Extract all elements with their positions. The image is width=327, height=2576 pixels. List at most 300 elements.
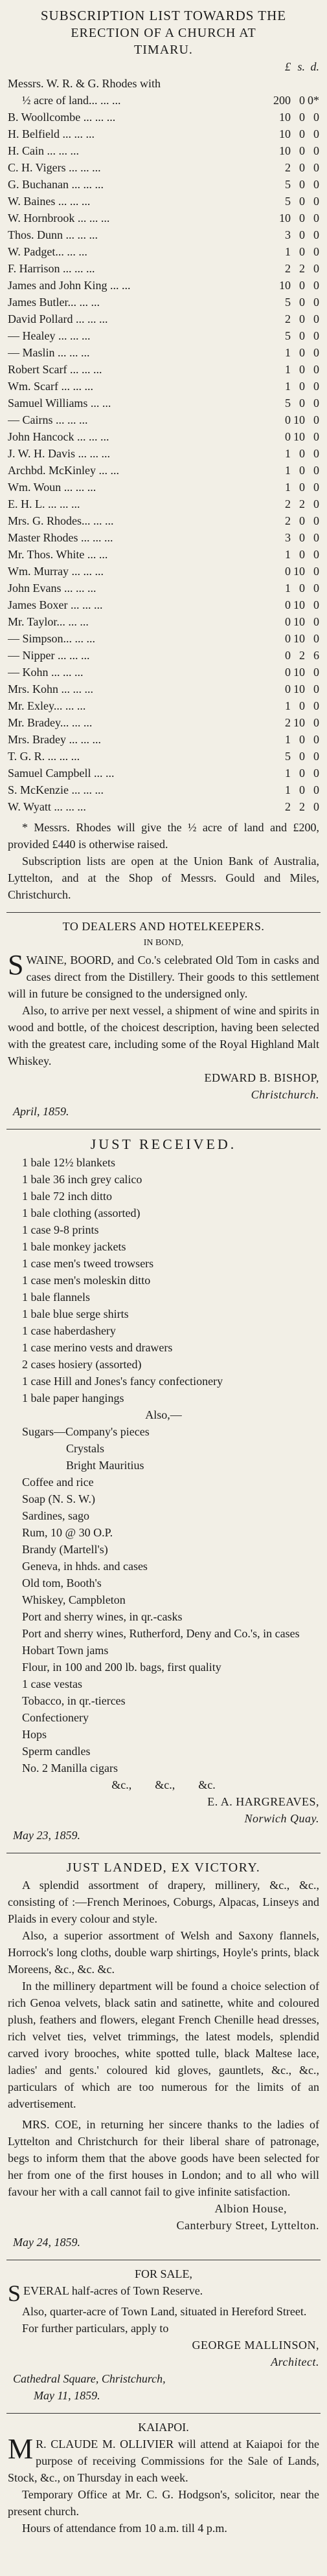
shillings-value: 0 (299, 329, 305, 342)
subscription-row (8, 479, 319, 496)
shillings-value: 2 (299, 262, 305, 275)
subscriber-name: — Nipper ... ... ... (8, 649, 90, 662)
pounds-header: £ (285, 60, 291, 73)
divider (6, 2413, 321, 2414)
pounds-value: 1 (285, 346, 291, 359)
pence-value: 0 (313, 481, 319, 494)
shillings-value: 0 (299, 346, 305, 359)
pence-value: 0 (313, 682, 319, 695)
pounds-value: 10 (279, 111, 291, 124)
dealers-subtitle: IN BOND, (143, 938, 184, 948)
list-item: 1 bale flannels (22, 1291, 90, 1304)
victory-advert (6, 1856, 321, 2257)
subscription-row (8, 344, 319, 361)
subscription-row (8, 311, 319, 327)
subscription-row (8, 596, 319, 613)
pounds-value: 10 (279, 279, 291, 292)
list-item: Sperm candles (22, 1745, 91, 1758)
pounds-value: 3 (285, 228, 291, 241)
pounds-value: 1 (285, 481, 291, 494)
shillings-value: 0 (299, 481, 305, 494)
pounds-value: 0 (285, 598, 291, 611)
pence-value: 6 (313, 649, 319, 662)
shillings-value: 0 (299, 245, 305, 258)
subscription-advert (6, 4, 321, 910)
received-advert (6, 1132, 321, 1850)
pounds-value: 1 (285, 783, 291, 796)
victory-para-4: MRS. COE, in returning her sincere thanks to the ladies of Lyttelton and Christchurch for their liberal share of patronage, begs to inform them that the above goods have been selected for her from one of the first houses in London; and to all who will favour her with a call cannot fail to give infinite satisfaction. (8, 2118, 319, 2198)
subscriber-name: James and John King ... ... (8, 279, 131, 292)
newspaper-column (6, 0, 321, 2543)
subscriber-name: David Pollard ... ... ... (8, 312, 108, 325)
subscription-title-1: SUBSCRIPTION LIST TOWARDS THE (40, 8, 287, 23)
list-item: Old tom, Booth's (22, 1577, 102, 1589)
subscriber-name: Messrs. W. R. & G. Rhodes with (8, 77, 161, 90)
shillings-value: 0 (299, 548, 305, 561)
subscriber-name: Thos. Dunn ... ... ... (8, 228, 98, 241)
subscriber-name: S. McKenzie ... ... ... (8, 783, 104, 796)
shillings-value: 0 (299, 228, 305, 241)
pence-value: 0 (313, 161, 319, 174)
forsale-dropcap: S (8, 2280, 21, 2306)
pounds-value: 1 (285, 380, 291, 393)
pounds-value: 0 (285, 413, 291, 426)
subscriber-name: Mrs. G. Rhodes... ... ... (8, 514, 114, 527)
pounds-value: 2 (285, 800, 291, 813)
pence-value: 0 (313, 195, 319, 208)
pounds-value: 0 (285, 649, 291, 662)
shillings-value: 10 (293, 615, 305, 628)
pence-value: 0 (313, 783, 319, 796)
pence-value: 0 (313, 228, 319, 241)
pence-value: 0 (313, 262, 319, 275)
shillings-value: 10 (293, 666, 305, 679)
pence-value: 0 (313, 632, 319, 645)
pence-value: 0 (313, 212, 319, 224)
list-item: Sugars—Company's pieces (22, 1425, 150, 1438)
divider (6, 1129, 321, 1130)
pounds-value: 2 (285, 497, 291, 510)
pence-value: 0 (313, 111, 319, 124)
subscription-row (8, 462, 319, 479)
subscriber-name: Mrs. Bradey ... ... ... (8, 733, 101, 746)
dealers-para-1: SWAINE, BOORD, and Co.'s celebrated Old Tom in casks and cases direct from the Distillery. Their goods to this settlement will in future be consigned to the undersigned only. (8, 949, 319, 1000)
subscription-row (8, 411, 319, 428)
pence-value: 0 (313, 346, 319, 359)
list-item: 1 case merino vests and drawers (22, 1341, 173, 1354)
list-item: Flour, in 100 and 200 lb. bags, first quality (22, 1661, 221, 1674)
forsale-signer: GEORGE MALLINSON, (192, 2339, 319, 2352)
subscriber-name: G. Buchanan ... ... ... (8, 178, 104, 191)
subscriber-name: F. Harrison ... ... ... (8, 262, 95, 275)
subscriber-name: Robert Scarf ... ... ... (8, 363, 102, 376)
subscription-info: Subscription lists are open at the Union Bank of Australia, Lyttelton, and at the Shop of Messrs. Gould and Miles, Christchurch. (8, 855, 319, 901)
pence-value: 0* (308, 94, 319, 107)
victory-street: Canterbury Street, Lyttelton. (176, 2219, 319, 2232)
pence-value: 0 (313, 329, 319, 342)
pence-value: 0 (313, 447, 319, 460)
pounds-value: 1 (285, 699, 291, 712)
pounds-value: 0 (285, 666, 291, 679)
subscription-row (8, 277, 319, 294)
subscriber-name: Mr. Bradey... ... ... (8, 716, 93, 729)
subscription-row (8, 193, 319, 210)
subscriber-name: W. Padget... ... ... (8, 245, 87, 258)
list-item: 1 bale blue serge shirts (22, 1307, 129, 1320)
list-item: Soap (N. S. W.) (22, 1492, 96, 1505)
subscription-row (8, 75, 319, 92)
shillings-header: s. (297, 60, 305, 73)
subscription-row (8, 126, 319, 142)
subscriber-name: B. Woollcombe ... ... ... (8, 111, 116, 124)
shillings-value: 10 (293, 430, 305, 443)
subscriber-name: W. Baines ... ... ... (8, 195, 91, 208)
shillings-value: 0 (299, 531, 305, 544)
shillings-value: 0 (299, 178, 305, 191)
shillings-value: 2 (299, 800, 305, 813)
received-date: May 23, 1859. (13, 1829, 80, 1842)
subscriber-name: Mr. Exley... ... ... (8, 699, 86, 712)
shillings-value: 0 (299, 750, 305, 763)
subscription-row (8, 260, 319, 277)
received-also: Also,— (145, 1408, 182, 1421)
dealers-para-2: Also, to arrive per next vessel, a shipment of wine and spirits in wood and bottle, of the choicest description, having been selected with the greatest care, including some of the Royal Highland Malt Whiskey. (8, 1004, 319, 1067)
shillings-value: 0 (299, 212, 305, 224)
shillings-value: 0 (299, 296, 305, 309)
pence-value: 0 (313, 497, 319, 510)
shillings-value: 10 (293, 598, 305, 611)
list-item: Sardines, sago (22, 1509, 89, 1522)
list-item: Whiskey, Campbleton (22, 1593, 126, 1606)
subscription-row (8, 176, 319, 193)
subscriber-name: T. G. R. ... ... ... (8, 750, 80, 763)
pounds-value: 2 (285, 312, 291, 325)
list-item: Geneva, in hhds. and cases (22, 1560, 148, 1573)
subscriber-name: Master Rhodes ... ... ... (8, 531, 113, 544)
pence-value: 0 (313, 127, 319, 140)
victory-title: JUST LANDED, EX VICTORY. (66, 1861, 261, 1875)
shillings-value: 0 (299, 767, 305, 780)
subscriber-name: — Cairns ... ... ... (8, 413, 88, 426)
shillings-value: 2 (299, 649, 305, 662)
subscription-row (8, 210, 319, 226)
list-item: 1 bale monkey jackets (22, 1240, 126, 1253)
pence-value: 0 (313, 380, 319, 393)
shillings-value: 10 (293, 565, 305, 578)
shillings-value: 0 (299, 397, 305, 409)
list-item: 1 case men's tweed trowsers (22, 1257, 154, 1270)
pence-value: 0 (313, 514, 319, 527)
victory-house: Albion House, (214, 2202, 287, 2215)
subscription-title-2: ERECTION OF A CHURCH AT (71, 26, 256, 40)
shillings-value: 2 (299, 497, 305, 510)
subscription-row (8, 781, 319, 798)
subscription-row (8, 647, 319, 664)
pounds-value: 5 (285, 329, 291, 342)
pence-value: 0 (313, 178, 319, 191)
pence-value: 0 (313, 565, 319, 578)
shillings-value: 10 (293, 716, 305, 729)
forsale-role: Architect. (271, 2355, 319, 2368)
subscriber-name: Mr. Thos. White ... ... (8, 548, 108, 561)
shillings-value: 0 (299, 195, 305, 208)
shillings-value: 0 (299, 380, 305, 393)
pence-value: 0 (313, 430, 319, 443)
shillings-value: 0 (299, 699, 305, 712)
received-items2-list (8, 1423, 319, 1776)
subscription-row (8, 109, 319, 126)
victory-date: May 24, 1859. (13, 2236, 80, 2249)
pence-value: 0 (313, 397, 319, 409)
subscription-row (8, 327, 319, 344)
list-item: Port and sherry wines, Rutherford, Deny and Co.'s, in cases (22, 1627, 300, 1640)
shillings-value: 0 (299, 783, 305, 796)
subscription-row (8, 294, 319, 311)
dealers-title: TO DEALERS AND HOTELKEEPERS. (62, 920, 265, 933)
pence-value: 0 (313, 531, 319, 544)
pounds-value: 1 (285, 548, 291, 561)
subscriber-name: C. H. Vigers ... ... ... (8, 161, 101, 174)
pence-value: 0 (313, 245, 319, 258)
subscriber-name: Mr. Taylor... ... ... (8, 615, 89, 628)
list-item: Rum, 10 @ 30 O.P. (22, 1526, 113, 1539)
pounds-value: 10 (279, 127, 291, 140)
list-item: Coffee and rice (22, 1476, 94, 1489)
subscriber-name: J. W. H. Davis ... ... ... (8, 447, 111, 460)
subscription-row (8, 428, 319, 445)
received-items-list (8, 1154, 319, 1406)
list-item: Bright Mauritius (66, 1459, 144, 1472)
kaiapoi-para-1: M R. CLAUDE M. OLLIVIER will attend at Kaiapoi for the purpose of receiving Commissions for the Sale of Lands, Stock, &c., on Thursday in each week. (8, 2433, 319, 2484)
kaiapoi-title: KAIAPOI. (138, 2421, 189, 2434)
subscription-row (8, 563, 319, 580)
shillings-value: 0 (299, 447, 305, 460)
shillings-value: 0 (299, 144, 305, 157)
subscriber-name: H. Belfield ... ... ... (8, 127, 95, 140)
pence-value: 0 (313, 312, 319, 325)
shillings-value: 10 (293, 632, 305, 645)
list-item: 1 bale 72 inch ditto (22, 1190, 112, 1203)
subscriber-name: E. H. L. ... ... ... (8, 497, 80, 510)
received-place: Norwich Quay. (244, 1812, 319, 1825)
pounds-value: 2 (285, 161, 291, 174)
kaiapoi-advert (6, 2416, 321, 2543)
subscriber-name: James Boxer ... ... ... (8, 598, 103, 611)
shillings-value: 10 (293, 682, 305, 695)
subscriber-name: Archbd. McKinley ... ... (8, 464, 119, 477)
subscriber-name: James Butler... ... ... (8, 296, 100, 309)
pounds-value: 0 (285, 632, 291, 645)
pounds-value: 10 (279, 144, 291, 157)
list-item: 1 case men's moleskin ditto (22, 1274, 151, 1287)
subscriber-name: Mrs. Kohn ... ... ... (8, 682, 94, 695)
pounds-value: 1 (285, 464, 291, 477)
subscriber-name: — Simpson... ... ... (8, 632, 96, 645)
pounds-value: 10 (279, 212, 291, 224)
list-item: Hobart Town jams (22, 1644, 109, 1657)
subscriber-name: Samuel Campbell ... ... (8, 767, 115, 780)
list-item: 1 case 9-8 prints (22, 1223, 99, 1236)
pounds-value: 0 (285, 615, 291, 628)
pence-value: 0 (313, 666, 319, 679)
subscription-row (8, 361, 319, 378)
pence-value: 0 (313, 413, 319, 426)
dealers-place: Christchurch. (251, 1088, 319, 1101)
subscriber-name: — Kohn ... ... ... (8, 666, 84, 679)
forsale-date: May 11, 1859. (34, 2389, 100, 2402)
shillings-value: 0 (299, 582, 305, 595)
pounds-value: 5 (285, 178, 291, 191)
shillings-value: 0 (299, 514, 305, 527)
list-item: 1 bale 12½ blankets (22, 1156, 115, 1169)
pounds-value: 2 (285, 716, 291, 729)
shillings-value: 0 (299, 127, 305, 140)
divider (6, 912, 321, 913)
subscription-row (8, 378, 319, 395)
victory-para-3: In the millinery department will be found a choice selection of rich Genoa velvets, black satin and satinette, white and coloured plush, feathers and flowers, elegant French Chenille head dresses, rich velvet ties, velvet trimmings, the latest models, splendid carved ivory brooches, white spotted tulle, black Maltese lace, ladies' and gents.' coloured kid gloves, gauntlets, &c., &c., particulars of which are too numerous for the limits of an advertisement. (8, 1980, 319, 2110)
pence-value: 0 (313, 598, 319, 611)
victory-para-2: Also, a superior assortment of Welsh and Saxony flannels, Horrock's long cloths, double warp shirtings, Hoyle's prints, black Moreens, &c., &c. &c. (8, 1929, 319, 1976)
subscription-row (8, 546, 319, 563)
pounds-value: 5 (285, 296, 291, 309)
list-item: Port and sherry wines, in qr.-casks (22, 1610, 183, 1623)
shillings-value: 0 (299, 312, 305, 325)
subscriber-name: W. Hornbrook ... ... ... (8, 212, 110, 224)
pounds-value: 5 (285, 397, 291, 409)
subscriber-name: W. Wyatt ... ... ... (8, 800, 86, 813)
received-etc: &c., &c., &c. (111, 1778, 216, 1791)
dealers-date: April, 1859. (13, 1105, 69, 1118)
pounds-value: 2 (285, 262, 291, 275)
shillings-value: 0 (299, 94, 305, 107)
list-item: 2 cases hosiery (assorted) (22, 1358, 142, 1371)
subscription-row (8, 748, 319, 765)
subscriber-name: Samuel Williams ... ... (8, 397, 111, 409)
subscriber-name: John Evans ... ... ... (8, 582, 96, 595)
list-item: 1 bale paper hangings (22, 1392, 124, 1404)
pence-header: d. (310, 60, 319, 73)
subscription-row (8, 395, 319, 411)
forsale-para-3: For further particulars, apply to (22, 2322, 169, 2335)
pounds-value: 200 (273, 94, 291, 107)
subscription-rows (8, 75, 319, 815)
list-item: Hops (22, 1728, 47, 1741)
list-item: 1 case Hill and Jones's fancy confectionery (22, 1375, 223, 1388)
forsale-advert (6, 2263, 321, 2410)
subscription-row (8, 731, 319, 748)
list-item: 1 bale clothing (assorted) (22, 1206, 141, 1219)
pence-value: 0 (313, 733, 319, 746)
shillings-value: 10 (293, 413, 305, 426)
subscription-row (8, 664, 319, 681)
subscriber-name: — Healey ... ... ... (8, 329, 91, 342)
subscription-row (8, 630, 319, 647)
kaiapoi-para-3: Hours of attendance from 10 a.m. till 4 p.m. (22, 2522, 227, 2535)
subscription-row (8, 580, 319, 596)
pounds-value: 1 (285, 582, 291, 595)
list-item: Crystals (66, 1442, 105, 1455)
subscriber-name: — Maslin ... ... ... (8, 346, 90, 359)
pounds-value: 5 (285, 195, 291, 208)
pence-value: 0 (313, 464, 319, 477)
pence-value: 0 (313, 800, 319, 813)
subscriber-name: Wm. Scarf ... ... ... (8, 380, 93, 393)
subscriber-name: ½ acre of land... ... ... (22, 94, 121, 107)
pounds-value: 3 (285, 531, 291, 544)
subscription-row (8, 159, 319, 176)
list-item: No. 2 Manilla cigars (22, 1762, 118, 1774)
list-item: 1 case haberdashery (22, 1324, 116, 1337)
pounds-value: 1 (285, 363, 291, 376)
shillings-value: 0 (299, 363, 305, 376)
pence-value: 0 (313, 699, 319, 712)
pence-value: 0 (313, 750, 319, 763)
subscription-row (8, 226, 319, 243)
forsale-title: FOR SALE, (134, 2267, 192, 2280)
pence-value: 0 (313, 582, 319, 595)
subscription-row (8, 798, 319, 815)
subscription-row (8, 512, 319, 529)
list-item: Tobacco, in qr.-tierces (22, 1694, 126, 1707)
pounds-value: 5 (285, 750, 291, 763)
pounds-value: 0 (285, 565, 291, 578)
subscription-row (8, 445, 319, 462)
subscriber-name: Wm. Murray ... ... ... (8, 565, 104, 578)
pence-value: 0 (313, 363, 319, 376)
pounds-value: 1 (285, 733, 291, 746)
victory-para-1: A splendid assortment of drapery, millinery, &c., &c., consisting of :—French Merinoes, Coburgs, Alpacas, Linseys and Plaids in every colour and style. (8, 1879, 319, 1925)
pence-value: 0 (313, 296, 319, 309)
subscriber-name: H. Cain ... ... ... (8, 144, 79, 157)
subscription-row (8, 613, 319, 630)
dealers-signer: EDWARD B. BISHOP, (204, 1071, 319, 1084)
pence-value: 0 (313, 716, 319, 729)
forsale-para-1: SEVERAL half-acres of Town Reserve. (8, 2280, 203, 2306)
pence-value: 0 (313, 144, 319, 157)
subscription-row (8, 714, 319, 731)
kaiapoi-para-2: Temporary Office at Mr. C. G. Hodgson's, solicitor, near the present church. (8, 2488, 319, 2518)
pounds-value: 1 (285, 447, 291, 460)
subscription-note: * Messrs. Rhodes will give the ½ acre of land and £200, provided £440 is otherwise raised. (8, 821, 319, 851)
pounds-value: 0 (285, 682, 291, 695)
subscription-row (8, 142, 319, 159)
pounds-value: 1 (285, 767, 291, 780)
received-title: JUST RECEIVED. (90, 1136, 237, 1152)
subscription-row (8, 529, 319, 546)
kaiapoi-dropcap: M (8, 2433, 34, 2465)
subscription-row (8, 496, 319, 512)
shillings-value: 0 (299, 733, 305, 746)
list-item: Brandy (Martell's) (22, 1543, 108, 1556)
list-item: 1 case vestas (22, 1677, 82, 1690)
list-item: Confectionery (22, 1711, 89, 1724)
list-item: 1 bale 36 inch grey calico (22, 1173, 142, 1186)
forsale-place: Cathedral Square, Christchurch, (13, 2372, 166, 2385)
pounds-value: 0 (285, 430, 291, 443)
pence-value: 0 (313, 279, 319, 292)
subscriber-name: John Hancock ... ... ... (8, 430, 109, 443)
subscription-title-3: TIMARU. (134, 43, 193, 57)
subscription-row (8, 681, 319, 697)
received-signer: E. A. HARGREAVES, (207, 1795, 319, 1808)
shillings-value: 0 (299, 111, 305, 124)
subscription-row (8, 243, 319, 260)
pounds-value: 1 (285, 245, 291, 258)
dealers-advert (6, 915, 321, 1126)
pence-value: 0 (313, 548, 319, 561)
subscription-row (8, 92, 319, 109)
shillings-value: 0 (299, 464, 305, 477)
